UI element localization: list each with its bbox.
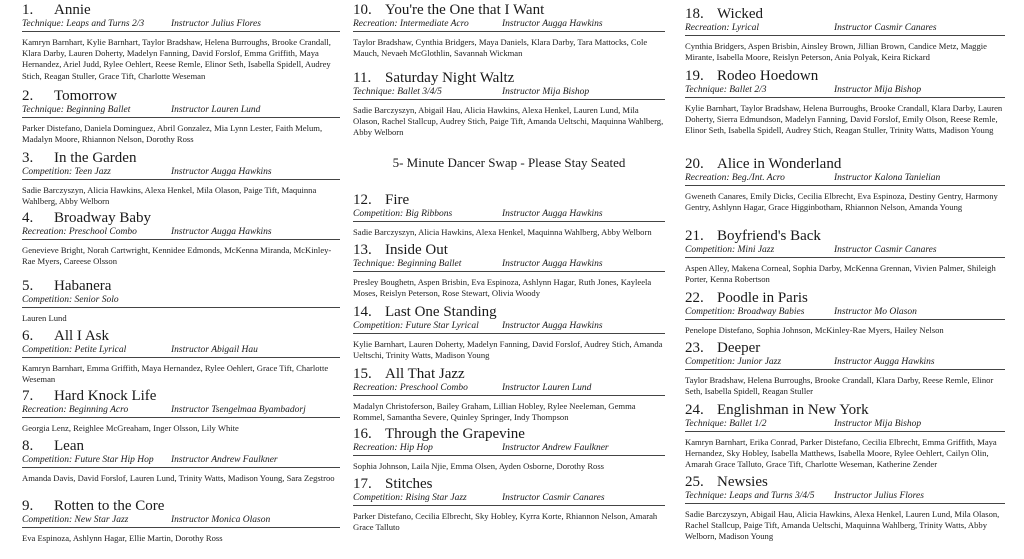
entry-title: Habanera bbox=[54, 278, 112, 294]
entry-number: 14. bbox=[353, 304, 372, 320]
entry-instructor: Instructor Mija Bishop bbox=[834, 419, 922, 429]
entry-title-line bbox=[685, 228, 1005, 245]
entry-number: 10. bbox=[353, 2, 372, 18]
entry-number: 25. bbox=[685, 474, 704, 490]
program-entry bbox=[353, 476, 665, 533]
entry-number: 22. bbox=[685, 290, 704, 306]
entry-style: Mini Jazz bbox=[737, 245, 775, 255]
entry-category: Technique: bbox=[685, 419, 727, 429]
program-entry bbox=[353, 242, 665, 299]
program-entry bbox=[685, 6, 1005, 63]
program-entry bbox=[685, 68, 1005, 137]
entry-category: Competition: bbox=[22, 167, 73, 177]
entry-meta-line bbox=[353, 443, 665, 456]
entry-category: Technique: bbox=[353, 87, 395, 97]
program-entry bbox=[353, 304, 665, 361]
program-entry bbox=[685, 340, 1005, 397]
program-entry bbox=[353, 70, 665, 139]
entry-style: Beginning Ballet bbox=[397, 259, 462, 269]
entry-dancers: Penelope Distefano, Sophia Johnson, McKinley-Rae Myers, Hailey Nelson bbox=[685, 325, 944, 335]
entry-title-line bbox=[22, 2, 340, 19]
entry-category: Recreation: bbox=[353, 443, 398, 453]
entry-number: 6. bbox=[22, 328, 34, 344]
entry-instructor: Instructor Augga Hawkins bbox=[502, 259, 603, 269]
entry-number: 9. bbox=[22, 498, 34, 514]
entry-instructor: Instructor Augga Hawkins bbox=[171, 227, 272, 237]
entry-title-line bbox=[22, 150, 340, 167]
entry-title: Newsies bbox=[717, 474, 768, 490]
entry-dancers: Eva Espinoza, Ashlynn Hagar, Ellie Martin, Dorothy Ross bbox=[22, 533, 223, 543]
entry-instructor: Instructor Abigail Hau bbox=[171, 345, 258, 355]
entry-number: 19. bbox=[685, 68, 704, 84]
entry-dancers: Kamryn Barnhart, Erika Conrad, Parker Distefano, Cecilia Elbrecht, Emma Griffith, Maya Hernandez, Sky Hobley, Isabella Matthews, Isabella Moore, Rylee Oehlert, Cailyn Olin, Amarah Grace Talluto, Grace Tift, Charlotte Weseman, Katherine Zender bbox=[685, 437, 997, 470]
entry-style: Petite Lyrical bbox=[74, 345, 127, 355]
entry-style: Future Star Lyrical bbox=[405, 321, 479, 331]
entry-style: Teen Jazz bbox=[74, 167, 111, 177]
entry-category: Competition: bbox=[685, 357, 736, 367]
entry-title: Annie bbox=[54, 2, 91, 18]
entry-dancers: Lauren Lund bbox=[22, 313, 67, 323]
entry-style: Future Star Hip Hop bbox=[74, 455, 154, 465]
entry-number: 24. bbox=[685, 402, 704, 418]
entry-meta-line bbox=[22, 19, 340, 32]
entry-style: Beginning Acro bbox=[68, 405, 129, 415]
entry-style: Beginning Ballet bbox=[66, 105, 131, 115]
entry-meta-line bbox=[22, 227, 340, 240]
program-entry bbox=[685, 474, 1005, 543]
program-entry bbox=[685, 228, 1005, 285]
entry-title: Fire bbox=[385, 192, 410, 208]
entry-style: Hip Hop bbox=[399, 443, 433, 453]
entry-number: 7. bbox=[22, 388, 34, 404]
entry-instructor: Instructor Casmir Canares bbox=[834, 245, 937, 255]
entry-category: Recreation: bbox=[22, 405, 67, 415]
entry-instructor: Instructor Augga Hawkins bbox=[502, 19, 603, 29]
entry-category: Technique: bbox=[22, 19, 64, 29]
entry-instructor: Instructor Mija Bishop bbox=[834, 85, 922, 95]
entry-instructor: Instructor Lauren Lund bbox=[171, 105, 261, 115]
entry-dancers: Sadie Barczyszyn, Abigail Hau, Alicia Hawkins, Alexa Henkel, Lauren Lund, Mila Olason, Rachel Stallcup, Paige Tift, Amanda Ueltschi, Maquinna Wahlberg, Trinity Watts, Abby Welborn, Madison Young bbox=[685, 509, 1000, 542]
entry-title: Through the Grapevine bbox=[385, 426, 525, 442]
program-entry bbox=[22, 388, 340, 434]
entry-title-line bbox=[22, 498, 340, 515]
entry-instructor: Instructor Casmir Canares bbox=[834, 23, 937, 33]
entry-meta-line bbox=[685, 23, 1005, 36]
entry-title-line bbox=[685, 6, 1005, 23]
entry-instructor: Instructor Augga Hawkins bbox=[171, 167, 272, 177]
entry-number: 15. bbox=[353, 366, 372, 382]
entry-number: 8. bbox=[22, 438, 34, 454]
entry-title-line bbox=[353, 304, 665, 321]
entry-meta-line bbox=[353, 87, 665, 100]
entry-dancers: Genevieve Bright, Norah Cartwright, Kennidee Edmonds, McKenna Miranda, McKinley-Rae Myers, Careese Olsson bbox=[22, 245, 332, 267]
entry-category: Recreation: bbox=[353, 19, 398, 29]
entry-title-line bbox=[685, 156, 1005, 173]
entry-number: 5. bbox=[22, 278, 34, 294]
entry-meta-line bbox=[353, 321, 665, 334]
entry-meta-line bbox=[22, 455, 340, 468]
entry-title-line bbox=[353, 426, 665, 443]
entry-instructor: Instructor Casmir Canares bbox=[502, 493, 605, 503]
entry-meta-line bbox=[685, 491, 1005, 504]
entry-style: Leaps and Turns 2/3 bbox=[66, 19, 145, 29]
entry-style: Senior Solo bbox=[74, 295, 119, 305]
entry-instructor: Instructor Julius Flores bbox=[834, 491, 924, 501]
entry-meta-line bbox=[22, 515, 340, 528]
entry-title: You're the One that I Want bbox=[385, 2, 545, 18]
entry-meta-line bbox=[685, 357, 1005, 370]
entry-dancers: Kamryn Barnhart, Emma Griffith, Maya Hernandez, Rylee Oehlert, Grace Tift, Charlotte Weseman bbox=[22, 363, 329, 385]
entry-meta-line bbox=[353, 19, 665, 32]
entry-dancers: Sadie Barczyszyn, Abigail Hau, Alicia Hawkins, Alexa Henkel, Lauren Lund, Mila Olason, Rachel Stallcup, Audrey Stich, Paige Tift, Amanda Ueltschi, Maquinna Wahlberg, Abby Welborn bbox=[353, 105, 664, 138]
entry-meta-line bbox=[22, 105, 340, 118]
program-entry bbox=[685, 402, 1005, 471]
entry-category: Competition: bbox=[685, 245, 736, 255]
entry-instructor: Instructor Julius Flores bbox=[171, 19, 261, 29]
program-entry bbox=[22, 278, 340, 324]
entry-style: New Star Jazz bbox=[74, 515, 129, 525]
entry-instructor: Instructor Andrew Faulkner bbox=[502, 443, 609, 453]
program-entry bbox=[685, 290, 1005, 336]
entry-meta-line bbox=[685, 173, 1005, 186]
entry-category: Competition: bbox=[22, 345, 73, 355]
entry-title: Alice in Wonderland bbox=[717, 156, 842, 172]
entry-title: Englishman in New York bbox=[717, 402, 869, 418]
entry-category: Recreation: bbox=[22, 227, 67, 237]
entry-number: 21. bbox=[685, 228, 704, 244]
entry-title: Inside Out bbox=[385, 242, 448, 258]
entry-title: Poodle in Paris bbox=[717, 290, 808, 306]
entry-dancers: Sadie Barczyszyn, Alicia Hawkins, Alexa Henkel, Maquinna Wahlberg, Abby Welborn bbox=[353, 227, 652, 237]
entry-dancers: Kylie Barnhart, Lauren Doherty, Madelyn Fanning, David Forslof, Audrey Stich, Amanda Ueltschi, Trinity Watts, Madison Young bbox=[353, 339, 663, 361]
entry-style: Ballet 2/3 bbox=[729, 85, 767, 95]
entry-title-line bbox=[353, 476, 665, 493]
entry-title-line bbox=[22, 438, 340, 455]
entry-instructor: Instructor Lauren Lund bbox=[502, 383, 592, 393]
entry-number: 4. bbox=[22, 210, 34, 226]
entry-category: Technique: bbox=[685, 491, 727, 501]
entry-title-line bbox=[685, 402, 1005, 419]
entry-title: Saturday Night Waltz bbox=[385, 70, 515, 86]
entry-category: Recreation: bbox=[685, 173, 730, 183]
entry-title-line bbox=[22, 88, 340, 105]
entry-dancers: Sophia Johnson, Laila Njie, Emma Olsen, Ayden Osborne, Dorothy Ross bbox=[353, 461, 605, 471]
entry-number: 12. bbox=[353, 192, 372, 208]
intermission-notice: 5- Minute Dancer Swap - Please Stay Seated bbox=[392, 155, 626, 170]
entry-number: 2. bbox=[22, 88, 34, 104]
entry-meta-line bbox=[353, 209, 665, 222]
entry-title-line bbox=[353, 366, 665, 383]
entry-instructor: Instructor Tsengelmaa Byambadorj bbox=[171, 405, 306, 415]
entry-category: Competition: bbox=[353, 209, 404, 219]
entry-style: Big Ribbons bbox=[405, 209, 453, 219]
entry-dancers: Kylie Barnhart, Taylor Bradshaw, Helena Burroughs, Brooke Crandall, Klara Darby, Lauren Doherty, Sierra Edmundson, Madelyn Fanning, David Forslof, Emily Olson, Reese Remle, Elinor Seth, Isabella Spidell, Audrey Stich, Reagan Stuller, Trinity Watts, Madison Young bbox=[685, 103, 1003, 136]
entry-category: Competition: bbox=[353, 321, 404, 331]
program-entry bbox=[22, 498, 340, 544]
program-entry bbox=[22, 2, 340, 82]
entry-title-line bbox=[685, 290, 1005, 307]
entry-dancers: Presley Boughetn, Aspen Brisbin, Eva Espinoza, Ashlynn Hagar, Ruth Jones, Kayleela Moses, Reislyn Peterson, Rose Stewart, Olivia Woody bbox=[353, 277, 652, 299]
entry-title: All That Jazz bbox=[385, 366, 465, 382]
entry-dancers: Cynthia Bridgers, Aspen Brisbin, Ainsley Brown, Jillian Brown, Candice Metz, Maggie Mirante, Isabella Moore, Reislyn Peterson, Ania Polyak, Keira Rickard bbox=[685, 41, 987, 63]
entry-meta-line bbox=[353, 493, 665, 506]
entry-category: Technique: bbox=[685, 85, 727, 95]
entry-meta-line bbox=[685, 419, 1005, 432]
entry-category: Competition: bbox=[353, 493, 404, 503]
entry-style: Ballet 1/2 bbox=[729, 419, 767, 429]
entry-category: Recreation: bbox=[353, 383, 398, 393]
entry-dancers: Taylor Bradshaw, Cynthia Bridgers, Maya Daniels, Klara Darby, Tara Mattocks, Cole Mauch, Nevaeh McGlothlin, Savannah Wickman bbox=[353, 37, 648, 59]
program-entry bbox=[353, 366, 665, 423]
entry-title: Last One Standing bbox=[385, 304, 497, 320]
entry-instructor: Instructor Augga Hawkins bbox=[502, 209, 603, 219]
entry-title: Tomorrow bbox=[54, 88, 118, 104]
entry-meta-line bbox=[685, 245, 1005, 258]
entry-title-line bbox=[22, 328, 340, 345]
entry-title: Stitches bbox=[385, 476, 433, 492]
entry-title: Rotten to the Core bbox=[54, 498, 165, 514]
entry-title: Hard Knock Life bbox=[54, 388, 157, 404]
entry-meta-line bbox=[22, 295, 340, 308]
entry-title: Lean bbox=[54, 438, 84, 454]
entry-dancers: Amanda Davis, David Forslof, Lauren Lund, Trinity Watts, Madison Young, Sara Zegstroo bbox=[22, 473, 335, 483]
entry-meta-line bbox=[22, 345, 340, 358]
entry-style: Intermediate Acro bbox=[399, 19, 469, 29]
program-entry bbox=[22, 328, 340, 385]
entry-instructor: Instructor Mo Olason bbox=[834, 307, 917, 317]
entry-category: Technique: bbox=[353, 259, 395, 269]
entry-meta-line bbox=[353, 383, 665, 396]
entry-number: 1. bbox=[22, 2, 34, 18]
entry-meta-line bbox=[22, 405, 340, 418]
entry-title-line bbox=[353, 70, 665, 87]
entry-category: Technique: bbox=[22, 105, 64, 115]
program-entry bbox=[22, 210, 340, 267]
entry-title: Boyfriend's Back bbox=[717, 228, 821, 244]
entry-number: 11. bbox=[353, 70, 372, 86]
entry-style: Preschool Combo bbox=[399, 383, 468, 393]
entry-category: Recreation: bbox=[685, 23, 730, 33]
entry-category: Competition: bbox=[22, 515, 73, 525]
program-entry bbox=[685, 156, 1005, 213]
entry-title: Broadway Baby bbox=[54, 210, 152, 226]
entry-number: 3. bbox=[22, 150, 34, 166]
entry-meta-line bbox=[685, 307, 1005, 320]
entry-meta-line bbox=[685, 85, 1005, 98]
entry-number: 17. bbox=[353, 476, 372, 492]
entry-number: 16. bbox=[353, 426, 372, 442]
entry-title: All I Ask bbox=[54, 328, 110, 344]
entry-meta-line bbox=[22, 167, 340, 180]
entry-dancers: Kamryn Barnhart, Kylie Barnhart, Taylor Bradshaw, Helena Burroughs, Brooke Crandall, Klara Darby, Lauren Doherty, Madelyn Fanning, David Forslof, Emma Griffith, Maya Hernandez, Ariel Judd, Rylee Oehlert, Reese Remle, Elinor Seth, Isabella Spidell, Audrey Stich, Reagan Stuller, Grace Tift, Charlotte Weseman bbox=[22, 37, 331, 81]
entry-number: 23. bbox=[685, 340, 704, 356]
entry-style: Ballet 3/4/5 bbox=[397, 87, 442, 97]
program-entry bbox=[22, 150, 340, 207]
entry-title-line bbox=[22, 278, 340, 295]
entry-dancers: Sadie Barczyszyn, Alicia Hawkins, Alexa Henkel, Mila Olason, Paige Tift, Maquinna Wahlberg, Abby Welborn bbox=[22, 185, 317, 207]
program-entry bbox=[22, 438, 340, 484]
program-entry bbox=[353, 192, 665, 238]
entry-instructor: Instructor Augga Hawkins bbox=[502, 321, 603, 331]
entry-title: Wicked bbox=[717, 6, 764, 22]
program-entry bbox=[22, 88, 340, 145]
entry-meta-line bbox=[353, 259, 665, 272]
entry-title-line bbox=[353, 242, 665, 259]
entry-instructor: Instructor Kalona Tanielian bbox=[834, 173, 941, 183]
entry-title: Rodeo Hoedown bbox=[717, 68, 819, 84]
entry-dancers: Georgia Lenz, Reighlee McGreaham, Inger Olsson, Lily White bbox=[22, 423, 239, 433]
entry-category: Competition: bbox=[685, 307, 736, 317]
entry-number: 18. bbox=[685, 6, 704, 22]
entry-dancers: Parker Distefano, Daniela Dominguez, Abril Gonzalez, Mia Lynn Lester, Faith Melum, Madalyn Moore, Rhiannon Nelson, Dorothy Ross bbox=[22, 123, 323, 145]
entry-category: Competition: bbox=[22, 455, 73, 465]
entry-title: Deeper bbox=[717, 340, 761, 356]
entry-number: 20. bbox=[685, 156, 704, 172]
entry-instructor: Instructor Augga Hawkins bbox=[834, 357, 935, 367]
entry-instructor: Instructor Mija Bishop bbox=[502, 87, 590, 97]
entry-category: Competition: bbox=[22, 295, 73, 305]
entry-title-line bbox=[22, 210, 340, 227]
entry-style: Leaps and Turns 3/4/5 bbox=[729, 491, 815, 501]
entry-number: 13. bbox=[353, 242, 372, 258]
entry-dancers: Gweneth Canares, Emily Dicks, Cecilia Elbrecht, Eva Espinoza, Destiny Gentry, Harmony Gentry, Ashlynn Hagar, Grace Higginbotham, Rhiannon Nelson, Amanda Young bbox=[685, 191, 998, 213]
entry-title: In the Garden bbox=[54, 150, 137, 166]
entry-dancers: Madalyn Christoferson, Bailey Graham, Lillian Hobley, Rylee Neeleman, Gemma Rommel, Samantha Severe, Quinley Springer, Indy Thompson bbox=[353, 401, 636, 423]
entry-title-line bbox=[685, 474, 1005, 491]
entry-dancers: Taylor Bradshaw, Helena Burroughs, Brooke Crandall, Klara Darby, Reese Remle, Elinor Seth, Isabella Spidell, Reagan Stuller bbox=[685, 375, 994, 397]
entry-dancers: Aspen Alley, Makena Corneal, Sophia Darby, McKenna Grennan, Vivien Palmer, Shileigh Porter, Kenna Robertson bbox=[685, 263, 996, 285]
entry-title-line bbox=[353, 192, 665, 209]
entry-style: Preschool Combo bbox=[68, 227, 137, 237]
entry-title-line bbox=[353, 2, 665, 19]
entry-title-line bbox=[22, 388, 340, 405]
entry-style: Rising Star Jazz bbox=[405, 493, 467, 503]
program-entry bbox=[353, 2, 665, 59]
entry-title-line bbox=[685, 68, 1005, 85]
entry-title-line bbox=[685, 340, 1005, 357]
entry-instructor: Instructor Andrew Faulkner bbox=[171, 455, 278, 465]
entry-style: Lyrical bbox=[731, 23, 760, 33]
entry-style: Junior Jazz bbox=[737, 357, 782, 367]
entry-instructor: Instructor Monica Olason bbox=[171, 515, 271, 525]
entry-style: Beg./Int. Acro bbox=[731, 173, 785, 183]
program-entry bbox=[353, 426, 665, 472]
entry-style: Broadway Babies bbox=[737, 307, 805, 317]
entry-dancers: Parker Distefano, Cecilia Elbrecht, Sky Hobley, Kyrra Korte, Rhiannon Nelson, Amarah Grace Talluto bbox=[353, 511, 658, 533]
